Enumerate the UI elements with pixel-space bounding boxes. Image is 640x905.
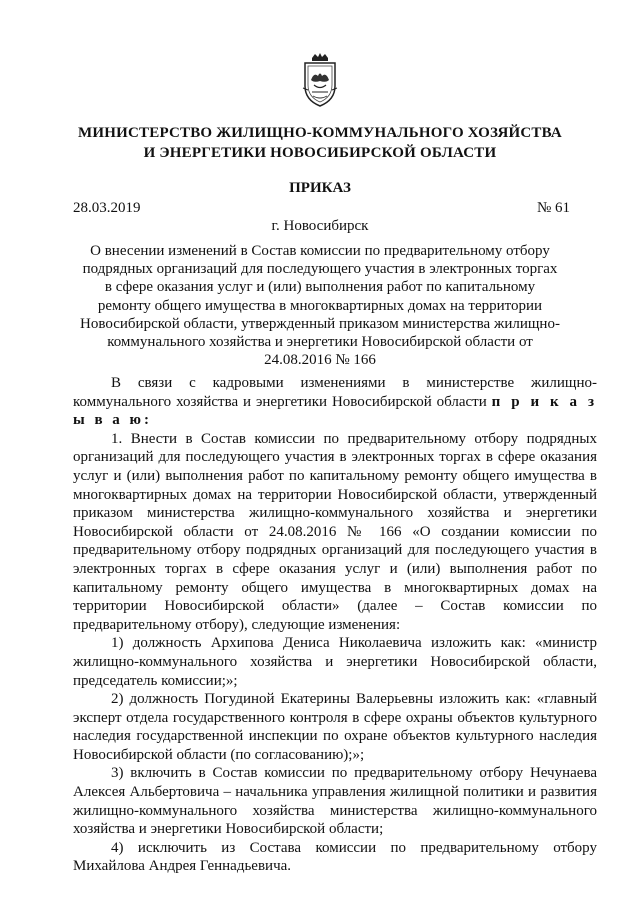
order-subject: О внесении изменений в Состав комиссии по предварительному отбору подрядных организаций для последующего участия в электронных торгах в сфере оказания услуг и (или) выполнения работ по капитальному ремонту общего имущества в многоквартирных домах на территории Новосибирской области, утвержденный приказом министерства жилищно-коммунального хозяйства и энергетики Новосибирской области от 24.08.2016 № 166 (80, 243, 560, 369)
ministry-name-line1: МИНИСТЕРСТВО ЖИЛИЩНО-КОММУНАЛЬНОГО ХОЗЯЙСТВА (78, 125, 562, 141)
item-1: 1. Внести в Состав комиссии по предварительному отбору подрядных организаций для последующего участия в электронных торгах в сфере оказания услуг и (или) выполнения работ по капитальному ремонту общего имущества в многоквартирных домах на территории Новосибирской области, утвержденный приказом министерства жилищно-коммунального хозяйства и энергетики Новосибирской области от 24.08.2016 № 166 «О создании комиссии по предварительному отбору подрядных организаций для последующего участия в электронных торгах в сфере оказания услуг и (или) выполнения работ по капитальному ремонту общего имущества в многоквартирных домах на территории Новосибирской области» (далее – Состав комиссии по предварительному отбору), следующие изменения: (73, 430, 597, 633)
subitem-3: 3) включить в Состав комиссии по предварительному отбору Нечунаева Алексея Альбертовича – начальника управления жилищной политики и развития жилищно-коммунального хозяйства министерства жилищно-коммунального хозяйства и энергетики Новосибирской области; (73, 765, 597, 838)
intro-text: В связи с кадровыми изменениями в министерстве жилищно-коммунального хозяйства и энергетики Новосибирской области (73, 375, 597, 410)
order-date: 28.03.2019 (73, 200, 141, 216)
subitem-1: 1) должность Архипова Дениса Николаевича изложить как: «министр жилищно-коммунального хозяйства и энергетики Новосибирской области, председатель комиссии;»; (73, 635, 597, 689)
order-word: п р и к а з ы в а ю: (73, 393, 597, 429)
order-number: № 61 (536, 200, 570, 216)
ministry-name-line2: И ЭНЕРГЕТИКИ НОВОСИБИРСКОЙ ОБЛАСТИ (143, 145, 497, 161)
city: г. Новосибирск (271, 218, 369, 234)
subitem-4: 4) исключить из Состава комиссии по предварительному отбору Михайлова Андрея Геннадьевича. (73, 839, 597, 875)
order-body (73, 374, 597, 876)
coat-of-arms-icon (300, 52, 340, 108)
subitem-2: 2) должность Погудиной Екатерины Валерьевны изложить как: «главный эксперт отдела государственного контроля в сфере охраны объектов культурного наследия государственной инспекции по охране объектов культурного наследия Новосибирской области (по согласованию);»; (73, 691, 597, 763)
intro-paragraph (73, 374, 597, 430)
document-type: ПРИКАЗ (289, 180, 351, 196)
